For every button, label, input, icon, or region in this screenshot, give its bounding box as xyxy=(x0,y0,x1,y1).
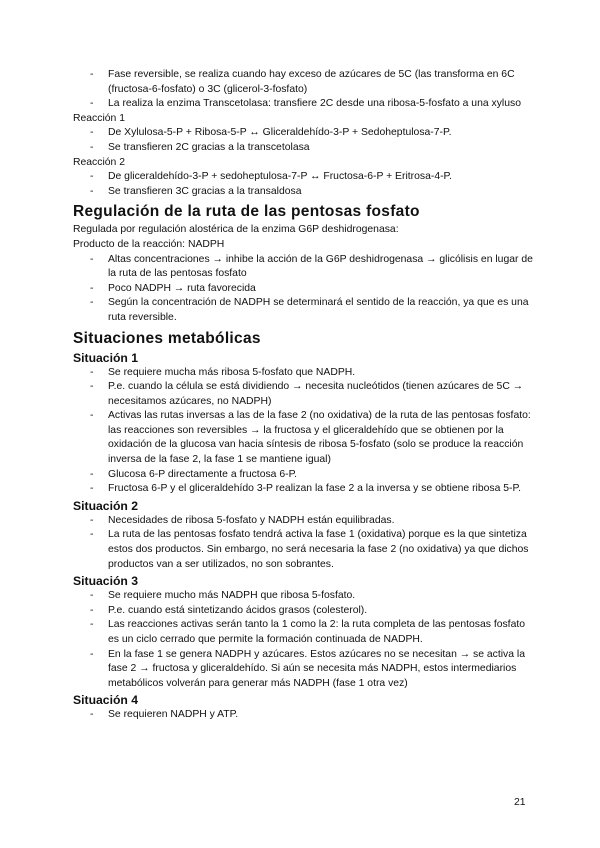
metabolic-situations-heading: Situaciones metabólicas xyxy=(73,329,261,347)
situation-1-list xyxy=(73,366,533,497)
list-item: - Glucosa 6-P directamente a fructosa 6-P. xyxy=(73,468,533,483)
situation-2-list xyxy=(73,514,533,572)
list-item: - Altas concentraciones → inhibe la acción de la G6P deshidrogenasa → glicólisis en lugar de la ruta de las pentosas fosfato xyxy=(73,253,533,282)
list-item: - Fructosa 6-P y el gliceraldehído 3-P realizan la fase 2 a la inversa y se obtiene ribosa 5-P. xyxy=(73,482,533,497)
regulation-line-1: Regulada por regulación alostérica de la enzima G6P deshidrogenasa: xyxy=(73,224,399,236)
list-item: - Se transfieren 2C gracias a la transcetolasa xyxy=(73,141,533,156)
intro-list xyxy=(73,68,533,112)
list-item: - Se transfieren 3C gracias a la transaldosa xyxy=(73,185,533,200)
list-item: - La ruta de las pentosas fosfato tendrá activa la fase 1 (oxidativa) porque es la que sintetiza estos dos productos. Sin embargo, no será necesaria la fase 2 (no oxidativa) ya que dichos productos van a ser utilizados, no son sobrantes. xyxy=(73,528,533,572)
situation-3-list xyxy=(73,589,533,691)
list-item: - Poco NADPH → ruta favorecida xyxy=(73,282,533,297)
reaction-1-list xyxy=(73,126,533,155)
list-item: - La realiza la enzima Transcetolasa: transfiere 2C desde una ribosa-5-fosfato a una xyluso xyxy=(73,97,533,112)
list-item: - Fase reversible, se realiza cuando hay exceso de azúcares de 5C (las transforma en 6C (fructosa-6-fosfato) o 3C (glicerol-3-fosfato) xyxy=(73,68,533,97)
reaction-2-list xyxy=(73,170,533,199)
situation-2-title: Situación 2 xyxy=(73,498,139,513)
list-item: - De gliceraldehído-3-P + sedoheptulosa-7-P ↔ Fructosa-6-P + Eritrosa-4-P. xyxy=(73,170,533,185)
list-item: - P.e. cuando la célula se está dividiendo → necesita nucleótidos (tienen azúcares de 5C → necesitamos azúcares, no NADPH) xyxy=(73,380,533,409)
list-item: - Se requieren NADPH y ATP. xyxy=(73,708,533,723)
situation-4-title: Situación 4 xyxy=(73,693,139,708)
list-item: - P.e. cuando está sintetizando ácidos grasos (colesterol). xyxy=(73,604,533,619)
list-item: - Se requiere mucho más NADPH que ribosa 5-fosfato. xyxy=(73,589,533,604)
situation-1-title: Situación 1 xyxy=(73,350,139,365)
list-item: - Se requiere mucha más ribosa 5-fosfato que NADPH. xyxy=(73,366,533,381)
list-item: - En la fase 1 se genera NADPH y azúcares. Estos azúcares no se necesitan → se activa la fase 2 → fructosa y gliceraldehído. Si aún se necesita más NADPH, estos intermediarios metabólicos volverán para generar más NADPH (fase 1 otra vez) xyxy=(73,648,533,692)
list-item: - Según la concentración de NADPH se determinará el sentido de la reacción, ya que es una ruta reversible. xyxy=(73,296,533,325)
reaction-1-label: Reacción 1 xyxy=(73,112,125,124)
list-item: - De Xylulosa-5-P + Ribosa-5-P ↔ Gliceraldehído-3-P + Sedoheptulosa-7-P. xyxy=(73,126,533,141)
regulation-heading: Regulación de la ruta de las pentosas fosfato xyxy=(73,203,420,221)
list-item: - Necesidades de ribosa 5-fosfato y NADPH están equilibradas. xyxy=(73,514,533,529)
regulation-line-2: Producto de la reacción: NADPH xyxy=(73,238,225,250)
situation-4-list xyxy=(73,708,533,723)
page-number: 21 xyxy=(514,797,526,808)
regulation-list xyxy=(73,253,533,326)
reaction-2-label: Reacción 2 xyxy=(73,156,125,168)
document-page xyxy=(73,68,533,723)
situation-3-title: Situación 3 xyxy=(73,574,139,589)
list-item: - Activas las rutas inversas a las de la fase 2 (no oxidativa) de la ruta de las pentosas fosfato: las reacciones son reversibles → la fructosa y el gliceraldehído que se obtienen por la oxidación de la glucosa van hacia síntesis de ribosa 5-fosfato (solo se produce la reacción inversa de la fase 2, la fase 1 se mantiene igual) xyxy=(73,409,533,467)
list-item: - Las reacciones activas serán tanto la 1 como la 2: la ruta completa de las pentosas fosfato es un ciclo cerrado que permite la formación continuada de NADPH. xyxy=(73,618,533,647)
